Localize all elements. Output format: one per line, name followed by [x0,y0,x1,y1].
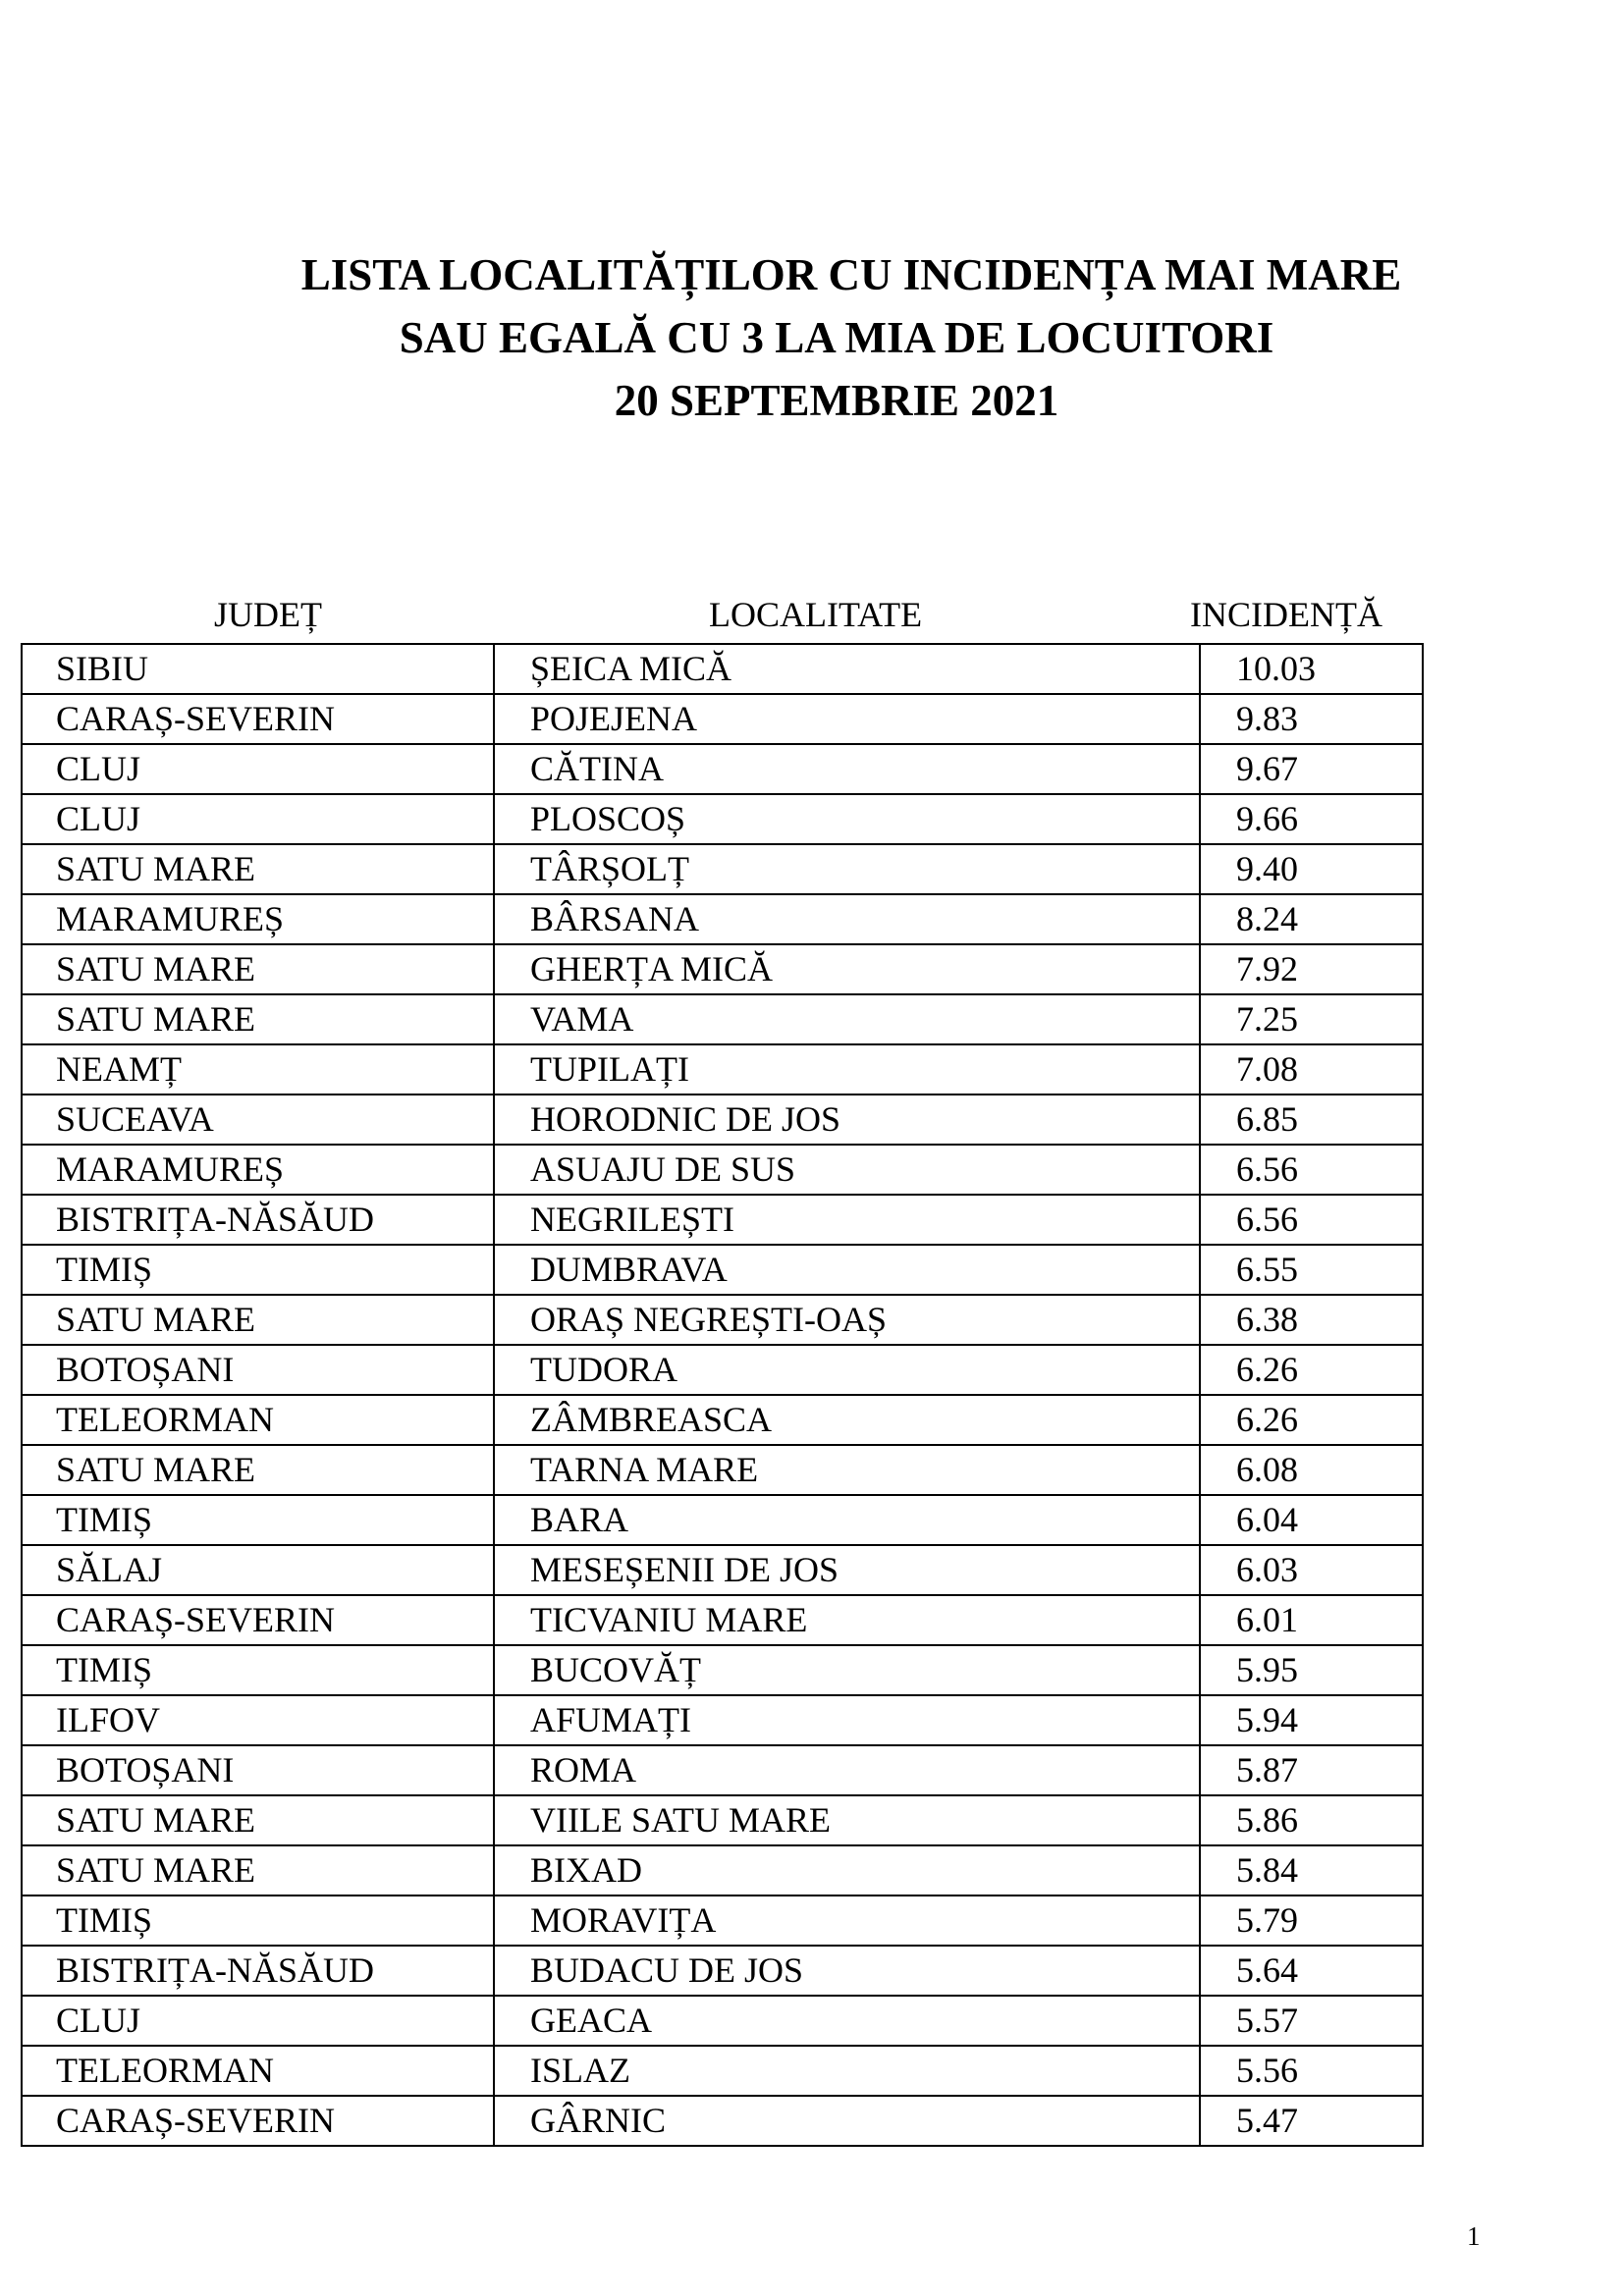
column-header-judet: JUDEȚ [214,595,322,634]
cell-localitate: TÂRȘOLȚ [494,844,1200,894]
cell-localitate: ZÂMBREASCA [494,1395,1200,1445]
cell-incidenta: 6.38 [1200,1295,1423,1345]
page-number: 1 [1467,2221,1481,2251]
cell-incidenta: 10.03 [1200,644,1423,694]
cell-judet: SATU MARE [22,1295,494,1345]
table-row [22,944,1423,994]
table-row [22,1996,1423,2046]
cell-judet: TIMIȘ [22,1645,494,1695]
cell-localitate: TARNA MARE [494,1445,1200,1495]
cell-incidenta: 5.87 [1200,1745,1423,1795]
table-row [22,1896,1423,1946]
cell-localitate: ASUAJU DE SUS [494,1145,1200,1195]
document-title [0,243,1624,432]
cell-incidenta: 5.86 [1200,1795,1423,1845]
cell-incidenta: 5.79 [1200,1896,1423,1946]
cell-judet: SATU MARE [22,1845,494,1896]
cell-judet: MARAMUREȘ [22,894,494,944]
cell-judet: CLUJ [22,794,494,844]
cell-judet: BISTRIȚA-NĂSĂUD [22,1195,494,1245]
cell-localitate: DUMBRAVA [494,1245,1200,1295]
cell-judet: ILFOV [22,1695,494,1745]
cell-judet: SATU MARE [22,944,494,994]
cell-judet: TIMIȘ [22,1245,494,1295]
cell-localitate: VAMA [494,994,1200,1044]
cell-judet: SUCEAVA [22,1095,494,1145]
table-row [22,1445,1423,1495]
table-row [22,1195,1423,1245]
table-row [22,1645,1423,1695]
cell-judet: BISTRIȚA-NĂSĂUD [22,1946,494,1996]
cell-localitate: ROMA [494,1745,1200,1795]
cell-localitate: CĂTINA [494,744,1200,794]
cell-incidenta: 6.08 [1200,1445,1423,1495]
cell-incidenta: 9.67 [1200,744,1423,794]
cell-localitate: BIXAD [494,1845,1200,1896]
title-line-3: 20 SEPTEMBRIE 2021 [614,376,1059,425]
table-row [22,1545,1423,1595]
cell-incidenta: 8.24 [1200,894,1423,944]
cell-incidenta: 6.26 [1200,1395,1423,1445]
cell-judet: TELEORMAN [22,2046,494,2096]
cell-incidenta: 7.08 [1200,1044,1423,1095]
table-row [22,1745,1423,1795]
column-header-incidenta: INCIDENȚĂ [1190,595,1382,634]
table-row [22,744,1423,794]
cell-incidenta: 9.83 [1200,694,1423,744]
table-row [22,1795,1423,1845]
cell-judet: BOTOȘANI [22,1345,494,1395]
table-row [22,1245,1423,1295]
cell-incidenta: 6.03 [1200,1545,1423,1595]
cell-localitate: TUPILAȚI [494,1044,1200,1095]
table-row [22,1044,1423,1095]
cell-localitate: TUDORA [494,1345,1200,1395]
table-row [22,844,1423,894]
cell-incidenta: 6.85 [1200,1095,1423,1145]
cell-localitate: MESEȘENII DE JOS [494,1545,1200,1595]
cell-incidenta: 6.01 [1200,1595,1423,1645]
incidence-table [21,643,1424,2147]
cell-incidenta: 7.92 [1200,944,1423,994]
cell-localitate: VIILE SATU MARE [494,1795,1200,1845]
cell-judet: CARAȘ-SEVERIN [22,1595,494,1645]
cell-localitate: POJEJENA [494,694,1200,744]
table-column-headers [0,589,1624,640]
cell-localitate: BUDACU DE JOS [494,1946,1200,1996]
table-row [22,1595,1423,1645]
cell-localitate: HORODNIC DE JOS [494,1095,1200,1145]
table-row [22,894,1423,944]
cell-incidenta: 5.47 [1200,2096,1423,2146]
cell-localitate: MORAVIȚA [494,1896,1200,1946]
cell-judet: SATU MARE [22,994,494,1044]
cell-incidenta: 9.40 [1200,844,1423,894]
cell-localitate: NEGRILEȘTI [494,1195,1200,1245]
cell-judet: MARAMUREȘ [22,1145,494,1195]
cell-localitate: GÂRNIC [494,2096,1200,2146]
cell-incidenta: 5.94 [1200,1695,1423,1745]
incidence-table-body [22,644,1423,2146]
cell-localitate: PLOSCOȘ [494,794,1200,844]
cell-incidenta: 5.56 [1200,2046,1423,2096]
table-row [22,1345,1423,1395]
cell-incidenta: 5.64 [1200,1946,1423,1996]
cell-localitate: BUCOVĂȚ [494,1645,1200,1695]
table-row [22,1145,1423,1195]
table-row [22,644,1423,694]
cell-localitate: ȘEICA MICĂ [494,644,1200,694]
cell-incidenta: 9.66 [1200,794,1423,844]
table-row [22,994,1423,1044]
cell-judet: TELEORMAN [22,1395,494,1445]
column-header-localitate: LOCALITATE [709,595,923,634]
cell-localitate: AFUMAȚI [494,1695,1200,1745]
cell-incidenta: 5.84 [1200,1845,1423,1896]
cell-localitate: ISLAZ [494,2046,1200,2096]
cell-judet: CARAȘ-SEVERIN [22,694,494,744]
title-line-2: SAU EGALĂ CU 3 LA MIA DE LOCUITORI [399,313,1274,362]
cell-incidenta: 6.55 [1200,1245,1423,1295]
table-row [22,2096,1423,2146]
cell-incidenta: 6.56 [1200,1145,1423,1195]
cell-incidenta: 5.95 [1200,1645,1423,1695]
cell-localitate: GEACA [494,1996,1200,2046]
cell-judet: SATU MARE [22,1445,494,1495]
cell-judet: CARAȘ-SEVERIN [22,2096,494,2146]
cell-localitate: ORAȘ NEGREȘTI-OAȘ [494,1295,1200,1345]
cell-judet: NEAMȚ [22,1044,494,1095]
cell-judet: SATU MARE [22,844,494,894]
cell-incidenta: 6.04 [1200,1495,1423,1545]
table-row [22,1845,1423,1896]
table-row [22,1946,1423,1996]
cell-judet: BOTOȘANI [22,1745,494,1795]
title-line-1: LISTA LOCALITĂȚILOR CU INCIDENȚA MAI MARE [300,250,1402,299]
cell-localitate: BÂRSANA [494,894,1200,944]
cell-incidenta: 6.56 [1200,1195,1423,1245]
cell-incidenta: 5.57 [1200,1996,1423,2046]
cell-judet: SĂLAJ [22,1545,494,1595]
cell-localitate: TICVANIU MARE [494,1595,1200,1645]
table-row [22,2046,1423,2096]
table-row [22,794,1423,844]
cell-incidenta: 7.25 [1200,994,1423,1044]
cell-judet: CLUJ [22,744,494,794]
table-row [22,1095,1423,1145]
table-row [22,1695,1423,1745]
table-row [22,1495,1423,1545]
cell-judet: TIMIȘ [22,1896,494,1946]
table-row [22,694,1423,744]
table-row [22,1295,1423,1345]
cell-incidenta: 6.26 [1200,1345,1423,1395]
cell-judet: CLUJ [22,1996,494,2046]
cell-judet: SATU MARE [22,1795,494,1845]
cell-judet: TIMIȘ [22,1495,494,1545]
cell-judet: SIBIU [22,644,494,694]
cell-localitate: GHERȚA MICĂ [494,944,1200,994]
table-row [22,1395,1423,1445]
cell-localitate: BARA [494,1495,1200,1545]
